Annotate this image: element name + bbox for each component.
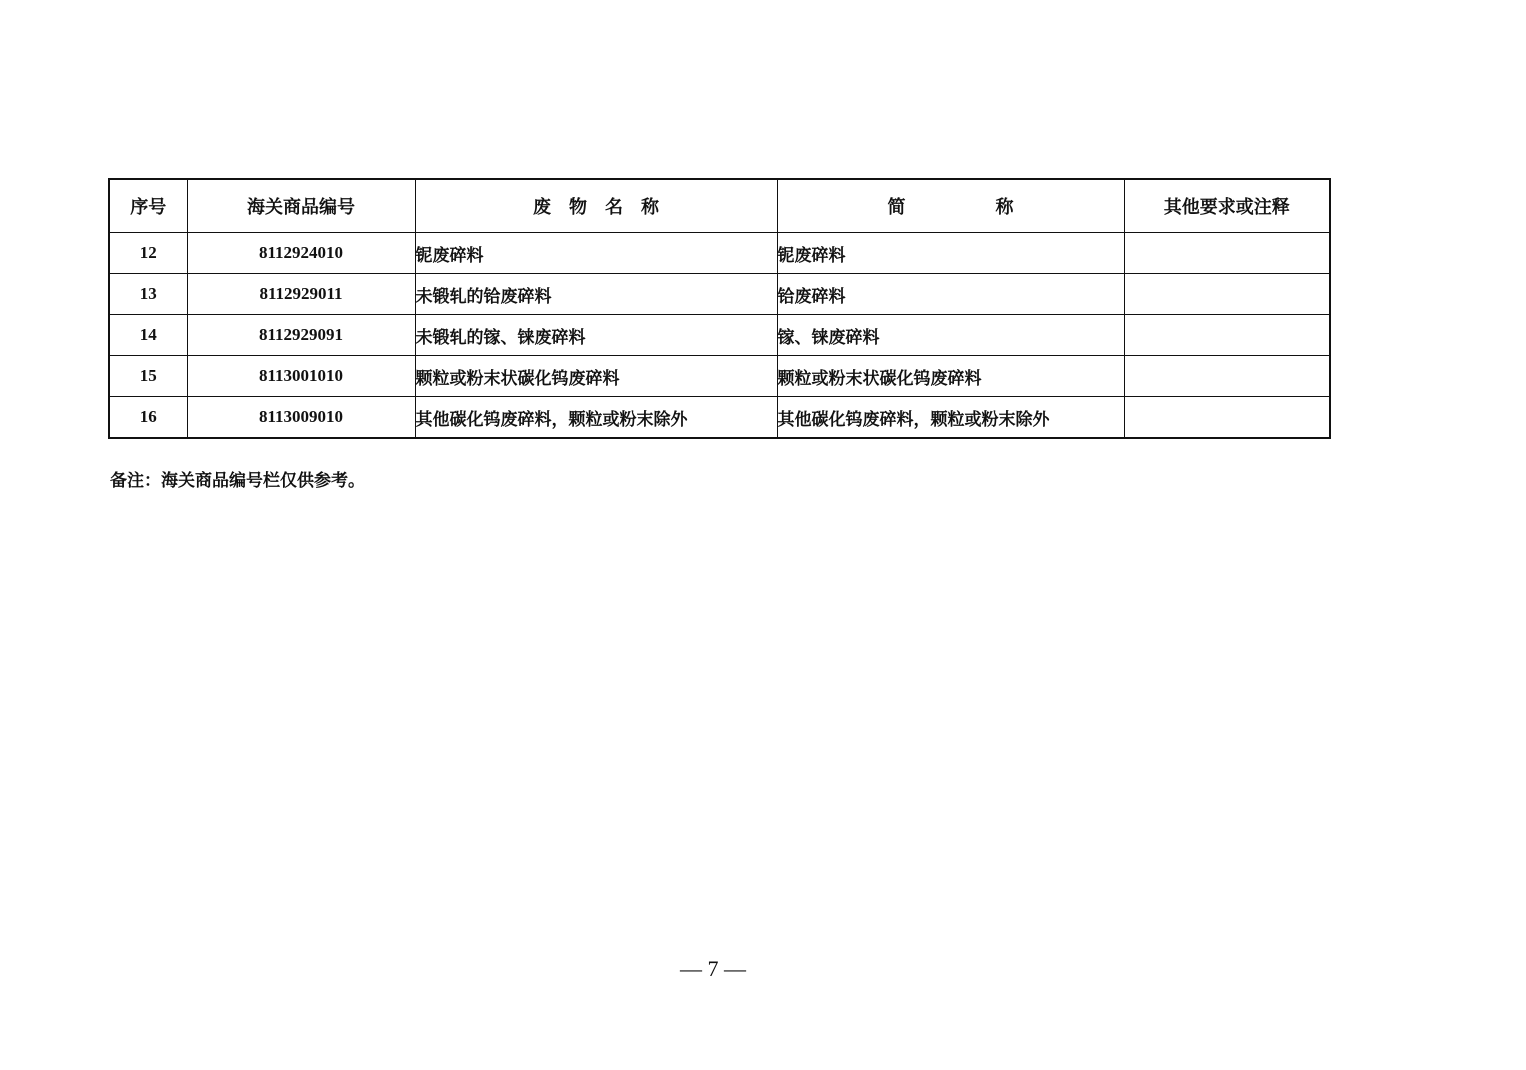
remarks-cell xyxy=(1124,356,1330,397)
remarks-cell xyxy=(1124,397,1330,439)
waste-name-cell: 颗粒或粉末状碳化钨废碎料 xyxy=(415,356,777,397)
header-waste-name: 废物名称 xyxy=(415,179,777,233)
customs-code-cell: 8112929011 xyxy=(187,274,415,315)
page-number: — 7 — xyxy=(680,956,746,981)
short-name-cell: 颗粒或粉末状碳化钨废碎料 xyxy=(777,356,1124,397)
waste-name-cell: 铌废碎料 xyxy=(415,233,777,274)
header-customs-code: 海关商品编号 xyxy=(187,179,415,233)
footnote: 备注：海关商品编号栏仅供参考。 xyxy=(110,471,365,491)
short-name-cell: 镓、铼废碎料 xyxy=(777,315,1124,356)
remarks-cell xyxy=(1124,315,1330,356)
serial-number-cell: 12 xyxy=(109,233,187,274)
waste-name-cell: 未锻轧的镓、铼废碎料 xyxy=(415,315,777,356)
table-header-row xyxy=(109,179,1330,233)
header-serial-number: 序号 xyxy=(109,179,187,233)
serial-number-cell: 14 xyxy=(109,315,187,356)
waste-name-cell: 未锻轧的铪废碎料 xyxy=(415,274,777,315)
customs-code-cell: 8112929091 xyxy=(187,315,415,356)
header-short-name: 简称 xyxy=(777,179,1124,233)
remarks-cell xyxy=(1124,233,1330,274)
short-name-cell: 其他碳化钨废碎料，颗粒或粉末除外 xyxy=(777,397,1124,439)
short-name-cell: 铪废碎料 xyxy=(777,274,1124,315)
short-name-cell: 铌废碎料 xyxy=(777,233,1124,274)
serial-number-cell: 13 xyxy=(109,274,187,315)
serial-number-cell: 15 xyxy=(109,356,187,397)
waste-name-cell: 其他碳化钨废碎料，颗粒或粉末除外 xyxy=(415,397,777,439)
table-row xyxy=(109,315,1330,356)
table-row xyxy=(109,233,1330,274)
customs-code-cell: 8112924010 xyxy=(187,233,415,274)
customs-code-cell: 8113009010 xyxy=(187,397,415,439)
serial-number-cell: 16 xyxy=(109,397,187,439)
customs-code-cell: 8113001010 xyxy=(187,356,415,397)
remarks-cell xyxy=(1124,274,1330,315)
table-row xyxy=(109,274,1330,315)
table-row xyxy=(109,356,1330,397)
table-row xyxy=(109,397,1330,439)
waste-list-table xyxy=(108,178,1331,439)
header-remarks: 其他要求或注释 xyxy=(1124,179,1330,233)
